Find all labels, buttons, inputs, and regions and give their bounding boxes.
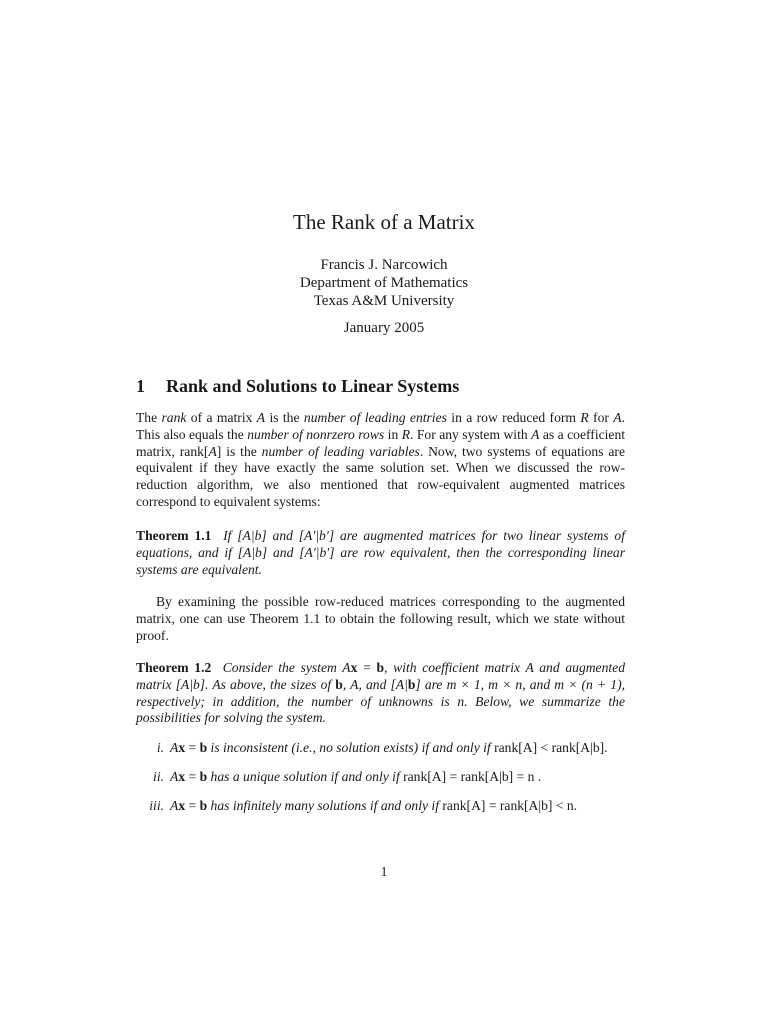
list-marker: i. bbox=[156, 740, 164, 755]
text-run: = bbox=[185, 797, 200, 813]
math-symbol: A bbox=[613, 410, 622, 425]
author-department: Department of Mathematics bbox=[299, 275, 469, 291]
vector-symbol: b bbox=[199, 740, 208, 755]
text-run: of a matrix bbox=[186, 410, 257, 425]
case-math: rank[A] = rank[A|b] = n . bbox=[403, 768, 542, 784]
theorem-label: Theorem 1.1 bbox=[136, 528, 212, 543]
text-run: The bbox=[136, 410, 162, 425]
list-item bbox=[136, 769, 625, 786]
text-run: in bbox=[384, 426, 402, 442]
math-symbol: A bbox=[170, 797, 179, 813]
emphasis-leading-variables: number of leading variables bbox=[261, 443, 420, 459]
theorem-text: , A, and [A| bbox=[342, 676, 408, 692]
emphasis-leading-entries: number of leading entries bbox=[303, 410, 447, 425]
section-heading bbox=[136, 376, 459, 397]
paragraph-2 bbox=[136, 594, 625, 644]
case-condition: is inconsistent (i.e., no solution exists) if and only if bbox=[207, 740, 495, 755]
math-symbol: R bbox=[401, 426, 411, 442]
theorem-text: If [A|b] and [A′|b′] are augmented matrices for two linear systems of equations, and if [A|b] and [A′|b′] are row equivalent, then the corresponding linear systems are equivalent. bbox=[136, 528, 625, 577]
list-item bbox=[136, 740, 625, 757]
document-title: The Rank of a Matrix bbox=[293, 210, 475, 234]
math-symbol: A bbox=[531, 426, 540, 442]
case-math: rank[A] < rank[A|b]. bbox=[494, 740, 608, 755]
math-symbol: A bbox=[256, 410, 266, 425]
theorem-text: ] are m × 1, m × n, and m × (n + 1), respectively; in addition, the number of unknowns is n. Below, we summarize the possibilities for solving the system. bbox=[136, 676, 625, 726]
document-date: January 2005 bbox=[343, 320, 425, 336]
theorem-1-1-paragraph bbox=[136, 528, 625, 578]
list-marker: ii. bbox=[153, 768, 164, 784]
author-block bbox=[0, 256, 768, 310]
section-title: Rank and Solutions to Linear Systems bbox=[166, 376, 460, 396]
page-number: 1 bbox=[380, 864, 388, 879]
list-marker: iii. bbox=[149, 797, 164, 813]
text-run: for bbox=[588, 410, 614, 425]
theorem-text: = bbox=[357, 660, 377, 675]
text-run: = bbox=[185, 768, 200, 784]
section-number: 1 bbox=[136, 376, 145, 396]
vector-symbol: b bbox=[335, 676, 343, 692]
emphasis-nonzero-rows: number of nonrzero rows bbox=[247, 426, 385, 442]
vector-symbol: b bbox=[199, 768, 208, 784]
text-run: . Now, two systems of equations are equivalent if they have exactly the same solution set. When we discussed the row-reduction algorithm, we also mentioned that row-equivalent augmented matrices correspond to equivalent systems: bbox=[136, 443, 625, 509]
vector-symbol: x bbox=[350, 660, 358, 675]
math-symbol: A bbox=[170, 768, 179, 784]
vector-symbol: x bbox=[178, 797, 186, 813]
text-run: ] is the bbox=[216, 443, 262, 459]
text-run: as a coefficient matrix, rank[ bbox=[136, 426, 626, 459]
emphasis-rank: rank bbox=[161, 410, 187, 425]
case-condition: has a unique solution if and only if bbox=[207, 768, 404, 784]
author-university: Texas A&M University bbox=[313, 293, 455, 309]
vector-symbol: b bbox=[199, 797, 208, 813]
math-symbol: A bbox=[170, 740, 179, 755]
text-run: = bbox=[185, 740, 200, 755]
theorem-1-2-paragraph bbox=[136, 660, 625, 727]
text-run: . For any system with bbox=[410, 426, 532, 442]
case-math: rank[A] = rank[A|b] < n. bbox=[442, 797, 578, 813]
theorem-1-1 bbox=[136, 528, 625, 578]
vector-symbol: x bbox=[178, 740, 186, 755]
math-symbol: A bbox=[208, 443, 217, 459]
vector-symbol: b bbox=[407, 676, 416, 692]
list-item bbox=[136, 798, 625, 815]
theorem-1-2 bbox=[136, 660, 625, 727]
text-run: in a row reduced form bbox=[446, 410, 581, 425]
math-symbol: R bbox=[580, 410, 589, 425]
case-condition: has infinitely many solutions if and only if bbox=[207, 797, 443, 813]
theorem-text: , with coefficient matrix A and augmented matrix [A|b]. As above, the sizes of bbox=[136, 660, 625, 692]
vector-symbol: b bbox=[376, 660, 385, 675]
text-run: is the bbox=[265, 410, 304, 425]
theorem-text: Consider the system A bbox=[222, 660, 351, 675]
text-run: . This also equals the bbox=[136, 410, 626, 442]
paragraph-2-text: By examining the possible row-reduced matrices corresponding to the augmented matrix, one can use Theorem 1.1 to obtain the following result, which we state without proof. bbox=[136, 594, 625, 643]
theorem-label: Theorem 1.2 bbox=[136, 660, 212, 675]
paragraph-rank-definition bbox=[136, 410, 625, 511]
paragraph-1 bbox=[136, 410, 625, 511]
author-name: Francis J. Narcowich bbox=[320, 257, 448, 273]
cases-list bbox=[136, 740, 625, 814]
vector-symbol: x bbox=[178, 768, 186, 784]
